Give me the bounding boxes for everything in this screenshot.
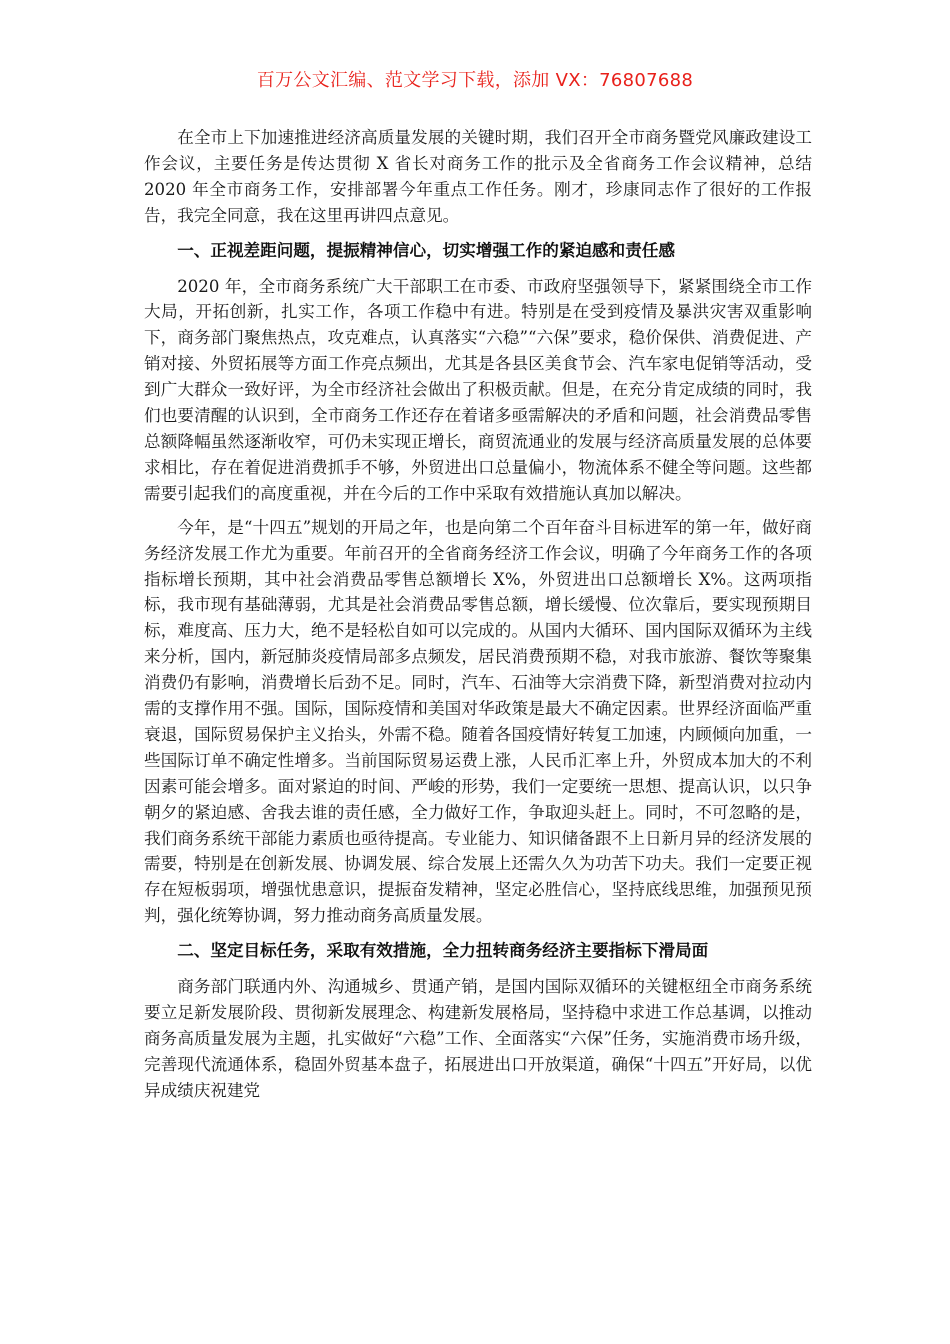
section-1-paragraph-1: 2020 年，全市商务系统广大干部职工在市委、市政府坚强领导下，紧紧围绕全市工作大局，开拓创新，扎实工作，各项工作稳中有进。特别是在受到疫情及暴洪灾害双重影响下，商务部门聚焦热点，攻克难点，认真落实“六稳”“六保”要求，稳价保供、消费促进、产销对接、外贸拓展等方面工作亮点频出，尤其是各县区美食节会、汽车家电促销等活动，受到广大群众一致好评，为全市经济社会做出了积极贡献。但是，在充分肯定成绩的同时，我们也要清醒的认识到，全市商务工作还存在着诸多亟需解决的矛盾和问题，社会消费品零售总额降幅虽然逐渐收窄，可仍未实现正增长，商贸流通业的发展与经济高质量发展的总体要求相比，存在着促进消费抓手不够，外贸进出口总量偏小，物流体系不健全等问题。这些都需要引起我们的高度重视，并在今后的工作中采取有效措施认真加以解决。 <box>144 276 812 503</box>
document-body <box>144 125 812 1104</box>
section-1-paragraph-2: 今年，是“十四五”规划的开局之年，也是向第二个百年奋斗目标进军的第一年，做好商务经济发展工作尤为重要。年前召开的全省商务经济工作会议，明确了今年商务工作的各项指标增长预期，其中社会消费品零售总额增长 X%，外贸进出口总额增长 X%。这两项指标，我市现有基础薄弱，尤其是社会消费品零售总额，增长缓慢、位次靠后，要实现预期目标，难度高、压力大，绝不是轻松自如可以完成的。从国内大循环、国内国际双循环为主线来分析，国内，新冠肺炎疫情局部多点频发，居民消费预期不稳，对我市旅游、餐饮等聚集消费仍有影响，消费增长后劲不足。同时，汽车、石油等大宗消费下降，新型消费对拉动内需的支撑作用不强。国际，国际疫情和美国对华政策是最大不确定因素。世界经济面临严重衰退，国际贸易保护主义抬头，外需不稳。随着各国疫情好转复工加速，内顾倾向加重，一些国际订单不确定性增多。当前国际贸易运费上涨，人民币汇率上升，外贸成本加大的不利因素可能会增多。面对紧迫的时间、严峻的形势，我们一定要统一思想、提高认识，以只争朝夕的紧迫感、舍我去谁的责任感，全力做好工作，争取迎头赶上。同时，不可忽略的是，我们商务系统干部能力素质也亟待提高。专业能力、知识储备跟不上日新月异的经济发展的需要，特别是在创新发展、协调发展、综合发展上还需久久为功苦下功夫。我们一定要正视存在短板弱项，增强忧患意识，提振奋发精神，坚定必胜信心，坚持底线思维，加强预见预判，强化统筹协调，努力推动商务高质量发展。 <box>144 517 812 926</box>
section-2-paragraph-1: 商务部门联通内外、沟通城乡、贯通产销，是国内国际双循环的关键枢纽全市商务系统要立足新发展阶段、贯彻新发展理念、构建新发展格局，坚持稳中求进工作总基调，以推动商务高质量发展为主题，扎实做好“六稳”工作、全面落实“六保”任务，实施消费市场升级，完善现代流通体系，稳固外贸基本盘子，拓展进出口开放渠道，确保“十四五”开好局，以优异成绩庆祝建党 <box>144 977 812 1100</box>
intro-paragraph: 在全市上下加速推进经济高质量发展的关键时期，我们召开全市商务暨党风廉政建设工作会议，主要任务是传达贯彻 X 省长对商务工作的批示及全省商务工作会议精神，总结 2020 年全市商务工作，安排部署今年重点工作任务。刚才，珍康同志作了很好的工作报告，我完全同意，我在这里再讲四点意见。 <box>144 128 812 225</box>
promo-banner: 百万公文汇编、范文学习下载，添加 VX：76807688 <box>256 70 694 91</box>
section-2-heading: 二、坚定目标任务，采取有效措施，全力扭转商务经济主要指标下滑局面 <box>177 940 709 961</box>
section-1-heading: 一、正视差距问题，提振精神信心，切实增强工作的紧迫感和责任感 <box>177 239 675 260</box>
